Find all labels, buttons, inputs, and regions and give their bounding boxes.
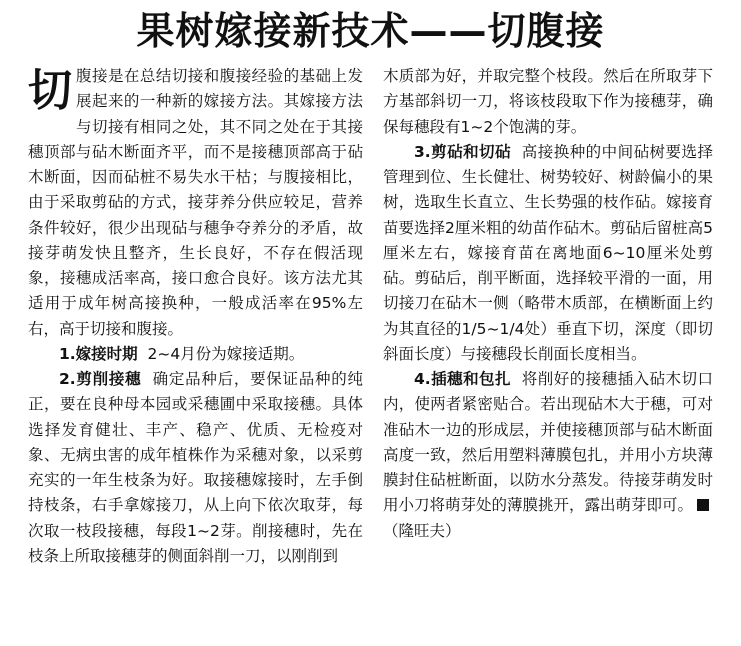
- section-4-text: 将削好的接穗插入砧木切口内，使两者紧密贴合。若出现砧木大于穗，可对准砧木一边的形成层，并使接穗顶部与砧木断面高度一致，然后用塑料薄膜包扎，并用小方块薄膜封住砧桩断面，以防水分蒸发。待接芽萌发时用小刀将萌芽处的薄膜挑开，露出萌芽即可。: [383, 370, 713, 515]
- section-2-heading: 2.剪削接穗: [59, 370, 142, 388]
- left-column: [28, 64, 363, 569]
- section-4-paragraph: [383, 367, 713, 544]
- section-1-paragraph: [28, 342, 363, 367]
- section-2-text: 确定品种后，要保证品种的纯正，要在良种母本园或采穗圃中采取接穗。具体选择发育健壮、丰产、稳产、优质、无检疫对象、无病虫害的成年植株作为采穗对象，以采剪充实的一年生枝条为好。取接穗嫁接时，左手倒持枝条，右手拿嫁接刀，从上向下依次取芽，每次取一枝段接穗，每段1~2芽。削接穗时，先在枝条上所取接穗芽的侧面斜削一刀，以刚削到: [28, 370, 363, 565]
- section-4-heading: 4.插穗和包扎: [414, 370, 511, 388]
- article-title: 果树嫁接新技术——切腹接: [136, 9, 605, 53]
- intro-paragraph: [28, 64, 363, 342]
- intro-text: 腹接是在总结切接和腹接经验的基础上发展起来的一种新的嫁接方法。其嫁接方法与切接有相同之处，其不同之处在于其接穗顶部与砧木断面齐平，而不是接穗顶部高于砧木断面，因而砧桩不易失水干枯；与腹接相比，由于采取剪砧的方式，接芽养分供应较足，营养条件较好，很少出现砧与穗争夺养分的矛盾，故接芽萌发快且整齐，生长良好，不存在假活现象，接穗成活率高，接口愈合良好。该方法尤其适用于成年树高接换种，一般成活率在95%左右，高于切接和腹接。: [28, 67, 363, 338]
- drop-cap: 切: [28, 65, 72, 116]
- section-1-text: 2~4月份为嫁接适期。: [147, 344, 305, 363]
- byline: （隆旺夫）: [383, 521, 461, 540]
- end-mark-icon: [697, 499, 709, 511]
- right-column: [383, 64, 713, 544]
- section-1-heading: 1.嫁接时期: [59, 344, 138, 363]
- section-2-continuation: 木质部为好，并取完整个枝段。然后在所取芽下方基部斜切一刀，将该枝段取下作为接穗芽，确保每穗段有1~2个饱满的芽。: [383, 67, 713, 136]
- section-3-text: 高接换种的中间砧树要选择管理到位、生长健壮、树势较好、树龄偏小的果树，选取生长直立、生长势强的枝作砧。嫁接育苗要选择2厘米粗的幼苗作砧木。剪砧后留桩高5厘米左右，嫁接育苗在离地面6~10厘米处剪砧。剪砧后，削平断面，选择较平滑的一面，用切接刀在砧木一侧（略带木质部，在横断面上约为其直径的1/5~1/4处）垂直下切，深度（即切斜面长度）与接穗段长削面长度相当。: [383, 142, 713, 363]
- section-3-paragraph: [383, 140, 713, 367]
- section-3-heading: 3.剪砧和切砧: [414, 142, 511, 161]
- section-2-paragraph: [28, 367, 363, 569]
